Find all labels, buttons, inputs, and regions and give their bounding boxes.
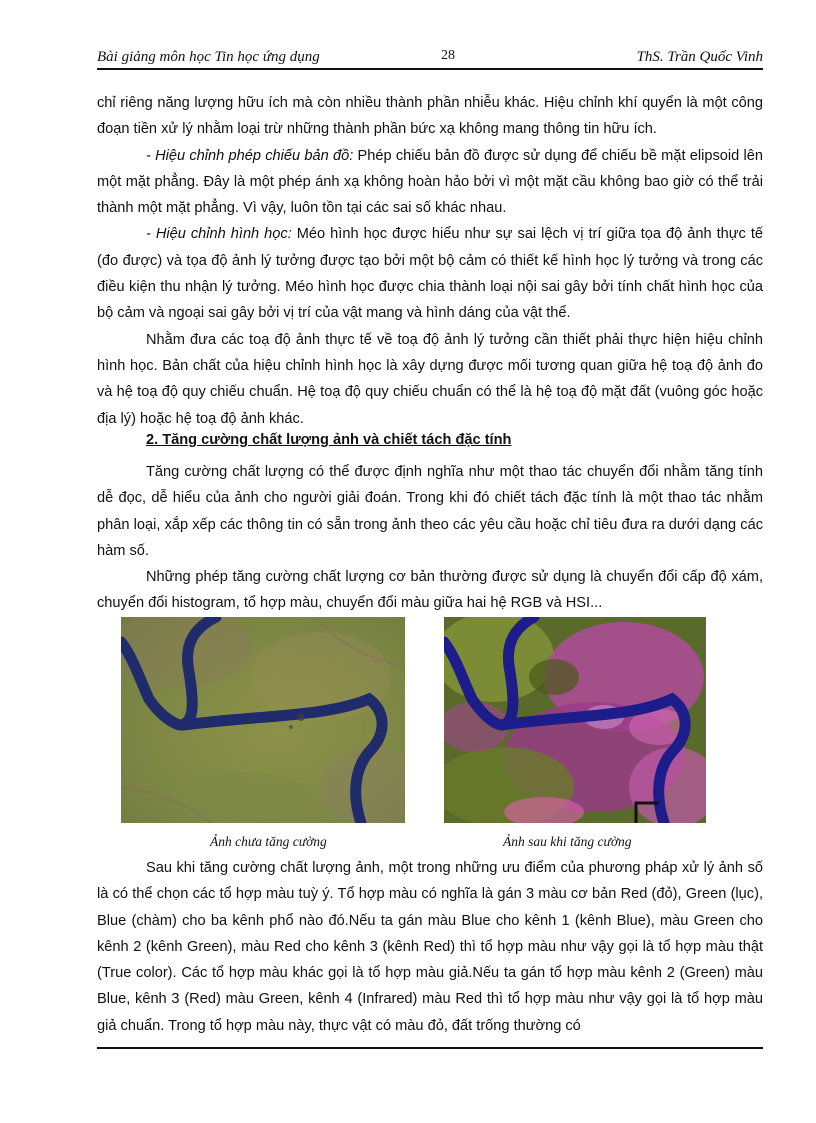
satellite-image-before [121,617,405,823]
author-name: ThS. Trần Quốc Vinh [636,49,763,65]
satellite-image-after [444,617,706,823]
paragraph [97,143,763,222]
course-title: Bài giảng môn học Tin học ứng dụng [97,49,320,65]
paragraph: Tăng cường chất lượng có thể được định nghĩa như một thao tác chuyển đổi nhằm tăng tính dễ đọc, dễ hiểu của ảnh cho người giải đoán. Trong khi đó chiết tách đặc tính là một thao tác nhằm phân loại, xắp xếp các thông tin có sẵn trong ảnh theo các yêu cầu hoặc chỉ tiêu đưa ra dưới dạng các hàm số. [97,464,763,559]
paragraph [97,221,763,326]
page-header [97,48,763,70]
term-label: - Hiệu chỉnh phép chiếu bản đồ: [146,147,354,164]
text-block-2 [97,459,763,617]
section-heading: 2. Tăng cường chất lượng ảnh và chiết tách đặc tính [146,432,512,448]
text-block-3 [97,855,763,1039]
text-block-1 [97,90,763,432]
paragraph: Nhằm đưa các toạ độ ảnh thực tế về toạ độ ảnh lý tưởng cần thiết phải thực hiện hiệu chỉnh hình học. Bản chất của hiệu chỉnh hình học là xây dựng được mối tương quan giữa hệ toạ độ ảnh đo và hệ toạ độ quy chiếu chuẩn. Hệ toạ độ quy chiếu chuẩn có thể là hệ toạ độ mặt đất (vuông góc hoặc địa lý) hoặc hệ toạ độ ảnh khác. [97,331,763,427]
paragraph: Những phép tăng cường chất lượng cơ bản thường được sử dụng là chuyển đổi cấp độ xám, chuyển đổi histogram, tổ hợp màu, chuyển đổi màu giữa hai hệ RGB và HSI... [97,569,763,612]
paragraph: Sau khi tăng cường chất lượng ảnh, một trong những ưu điểm của phương pháp xử lý ảnh số là có thể chọn các tổ hợp màu tuỳ ý. Tổ hợp màu có nghĩa là gán 3 màu cơ bản Red (đỏ), Green (lục), Blue (chàm) cho ba kênh phổ nào đó.Nếu ta gán màu Blue cho kênh 1 (kênh Blue), màu Green cho kênh 2 (kênh Green), màu Red cho kênh 3 (kênh Red) thì tổ hợp màu như vậy gọi là tổ hợp màu thật (True color). Các tổ hợp màu khác gọi là tổ hợp màu giả.Nếu ta gán tổ hợp màu kênh 2 (Green) màu Blue, kênh 3 (Red) màu Green, kênh 4 (Infrared) màu Red thì tổ hợp màu như vậy gọi là tổ hợp màu giả chuẩn. Trong tổ hợp màu này, thực vật có màu đỏ, đất trống thường có [97,860,763,1034]
term-label: - Hiệu chỉnh hình học: [146,226,292,243]
footer-rule [97,1047,763,1049]
paragraph: chỉ riêng năng lượng hữu ích mà còn nhiều thành phần nhiễu khác. Hiệu chỉnh khí quyển là một công đoạn tiền xử lý nhằm loại trừ những thành phần bức xạ không mang thông tin hữu ích. [97,95,763,138]
paragraph-text: Phép chiếu bản đồ được sử dụng để chiếu bề mặt elipsoid lên một mặt phẳng. Đây là một phép ánh xạ không hoàn hảo bởi vì một mặt cầu không bao giờ có thể trải thành một mặt phẳng. Vì vậy, luôn tồn tại các sai số khác nhau. [97,147,763,217]
caption-before: Ảnh chưa tăng cường [210,834,327,849]
caption-after: Ảnh sau khi tăng cường [503,834,632,849]
paragraph-text: Méo hình học được hiểu như sự sai lệch vị trí giữa tọa độ ảnh thực tế (đo được) và tọa độ ảnh lý tưởng được tạo bởi một bộ cảm có thiết kế hình học lý tưởng và trong các điều kiện thu nhận lý tưởng. Méo hình học được chia thành loại nội sai gây bởi tính chất hình học của bộ cảm và ngoại sai gây bởi vị trí của vật mang và hình dáng của vật thể. [97,226,764,322]
page-number: 28 [441,48,455,63]
